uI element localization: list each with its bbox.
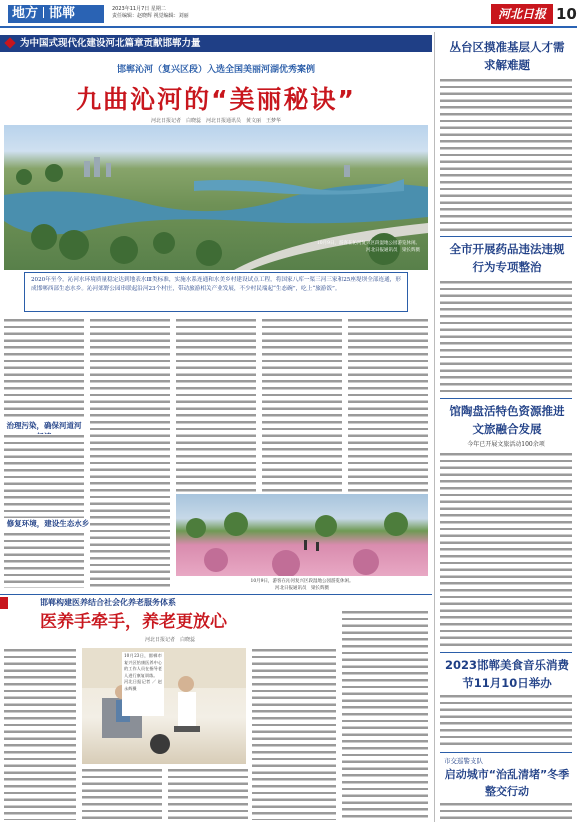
right-story-2-body xyxy=(440,280,572,394)
issue-weekday: 星期二 xyxy=(150,6,166,12)
eldercare-body-col3 xyxy=(168,768,248,820)
right-headline-4: 2023邯郸美食音乐消费节11月10日举办 xyxy=(444,658,569,690)
section-name: 地方 xyxy=(12,6,39,21)
editor-credit: 责任编辑：赵晓辉 xyxy=(112,13,153,19)
lead-kicker: 邯郸沁河（复兴区段）入选全国美丽河湖优秀案例 xyxy=(116,65,315,75)
lead-photo-credit: 河北日报通讯员 梁长辉摄 xyxy=(366,248,420,253)
lead-intro-box xyxy=(24,272,408,312)
page-number: 10 xyxy=(556,5,577,23)
lead-body-col3 xyxy=(176,318,256,494)
lead-photo-2 xyxy=(176,494,428,576)
pink-grass-park-icon xyxy=(176,494,428,576)
right-headline-5: 启动城市“治乱清堵”冬季整交行动 xyxy=(444,768,570,798)
section-tag xyxy=(8,5,104,23)
eldercare-kicker: 邯郸构建医养结合社会化养老服务体系 xyxy=(40,598,176,607)
right-story-5-body xyxy=(440,802,572,822)
eldercare-byline: 河北日报记者 白晓蕊 xyxy=(144,637,195,643)
lead-body-col4 xyxy=(262,318,342,494)
lead-photo-caption: 10月9日，游客在沁河复兴区段湿地公园游览休闲。 xyxy=(316,241,420,246)
right-headline-3: 馆陶盘活特色资源推进文旅融合发展 xyxy=(449,404,565,436)
story-divider xyxy=(0,594,432,595)
right-subtitle-3: 今年已开展文旅活动100余项 xyxy=(467,441,545,448)
eldercare-kicker-bar xyxy=(0,597,8,609)
eldercare-body-col5 xyxy=(342,610,428,820)
lead-body-col1 xyxy=(4,318,84,420)
top-banner xyxy=(0,35,432,52)
lead-body-col5 xyxy=(348,318,428,494)
lead-body-col1c xyxy=(4,532,84,588)
eldercare-body-col2 xyxy=(82,768,162,820)
lead-body-col2 xyxy=(90,318,170,588)
rehabilitation-training-icon xyxy=(82,648,246,764)
lead-subhead-1: 治理污染，确保河道河 xyxy=(6,421,82,430)
lead-byline: 河北日报记者 白晓蕊 河北日报通讯员 黄文丽 王梦华 xyxy=(150,118,281,124)
masthead xyxy=(0,0,577,28)
right-column-rule xyxy=(434,32,435,822)
right-headline-2: 全市开展药品违法违规行为专项整治 xyxy=(449,242,565,274)
newspaper-brand: 河北日报 xyxy=(491,4,553,24)
issue-date: 2023年11月7日 xyxy=(112,6,150,12)
lead-photo-2-caption: 10月9日，游客在沁河复兴区段湿地公园游览休闲。 河北日报通讯员 梁长辉摄 xyxy=(250,579,354,591)
eldercare-headline: 医养手牵手，养老更放心 xyxy=(40,612,227,632)
lead-subhead-2: 修复环境，建设生态水乡 xyxy=(6,519,90,528)
right-headline-1: 丛台区摸准基层人才需求解难题 xyxy=(449,40,565,72)
right-divider-3 xyxy=(440,652,572,653)
eldercare-body-col1 xyxy=(4,648,76,820)
edition-name: 邯郸 xyxy=(49,6,76,21)
eldercare-photo-caption-box xyxy=(122,652,164,716)
eldercare-photo-caption: 10月23日，邯郸市复兴区怡康医养中心的工作人员在指导老人进行康复训练。 xyxy=(124,653,162,678)
lead-intro: 2020年至今，沁河水环境质量稳定达到地表水Ⅲ类标准，实施水系连通和水美乡村建设试点工程，将国家八库一渠三河三家和25座堤坝全部连通，形成邯郸西部生态水乡。沁河郊野公园串联起沿河23个村庄，带动旅游相关产业发展，不少村民端起“生态碗”，吃上“旅游饭”。 xyxy=(31,277,401,292)
eldercare-photo-credit: 河北日报记者 ／ 赵永辉摄 xyxy=(124,679,162,691)
right-divider-1 xyxy=(440,236,572,237)
masthead-divider xyxy=(0,26,577,28)
right-story-1-body xyxy=(440,78,572,232)
right-story-4-body xyxy=(440,694,572,748)
visual-editor-credit: 视觉编辑：刘丽 xyxy=(153,13,189,19)
lead-body-col1b xyxy=(4,434,84,518)
right-story-3-body xyxy=(440,452,572,648)
eldercare-photo xyxy=(82,648,246,764)
lead-headline: 九曲沁河的“美丽秘诀” xyxy=(76,85,356,114)
lead-photo xyxy=(4,125,428,270)
right-kicker-5: 市交巡警支队 xyxy=(444,757,483,765)
right-divider-2 xyxy=(440,398,572,399)
eldercare-body-col4 xyxy=(252,648,336,820)
right-divider-4 xyxy=(440,752,572,753)
top-banner-text: 为中国式现代化建设河北篇章贡献邯郸力量 xyxy=(20,38,201,49)
